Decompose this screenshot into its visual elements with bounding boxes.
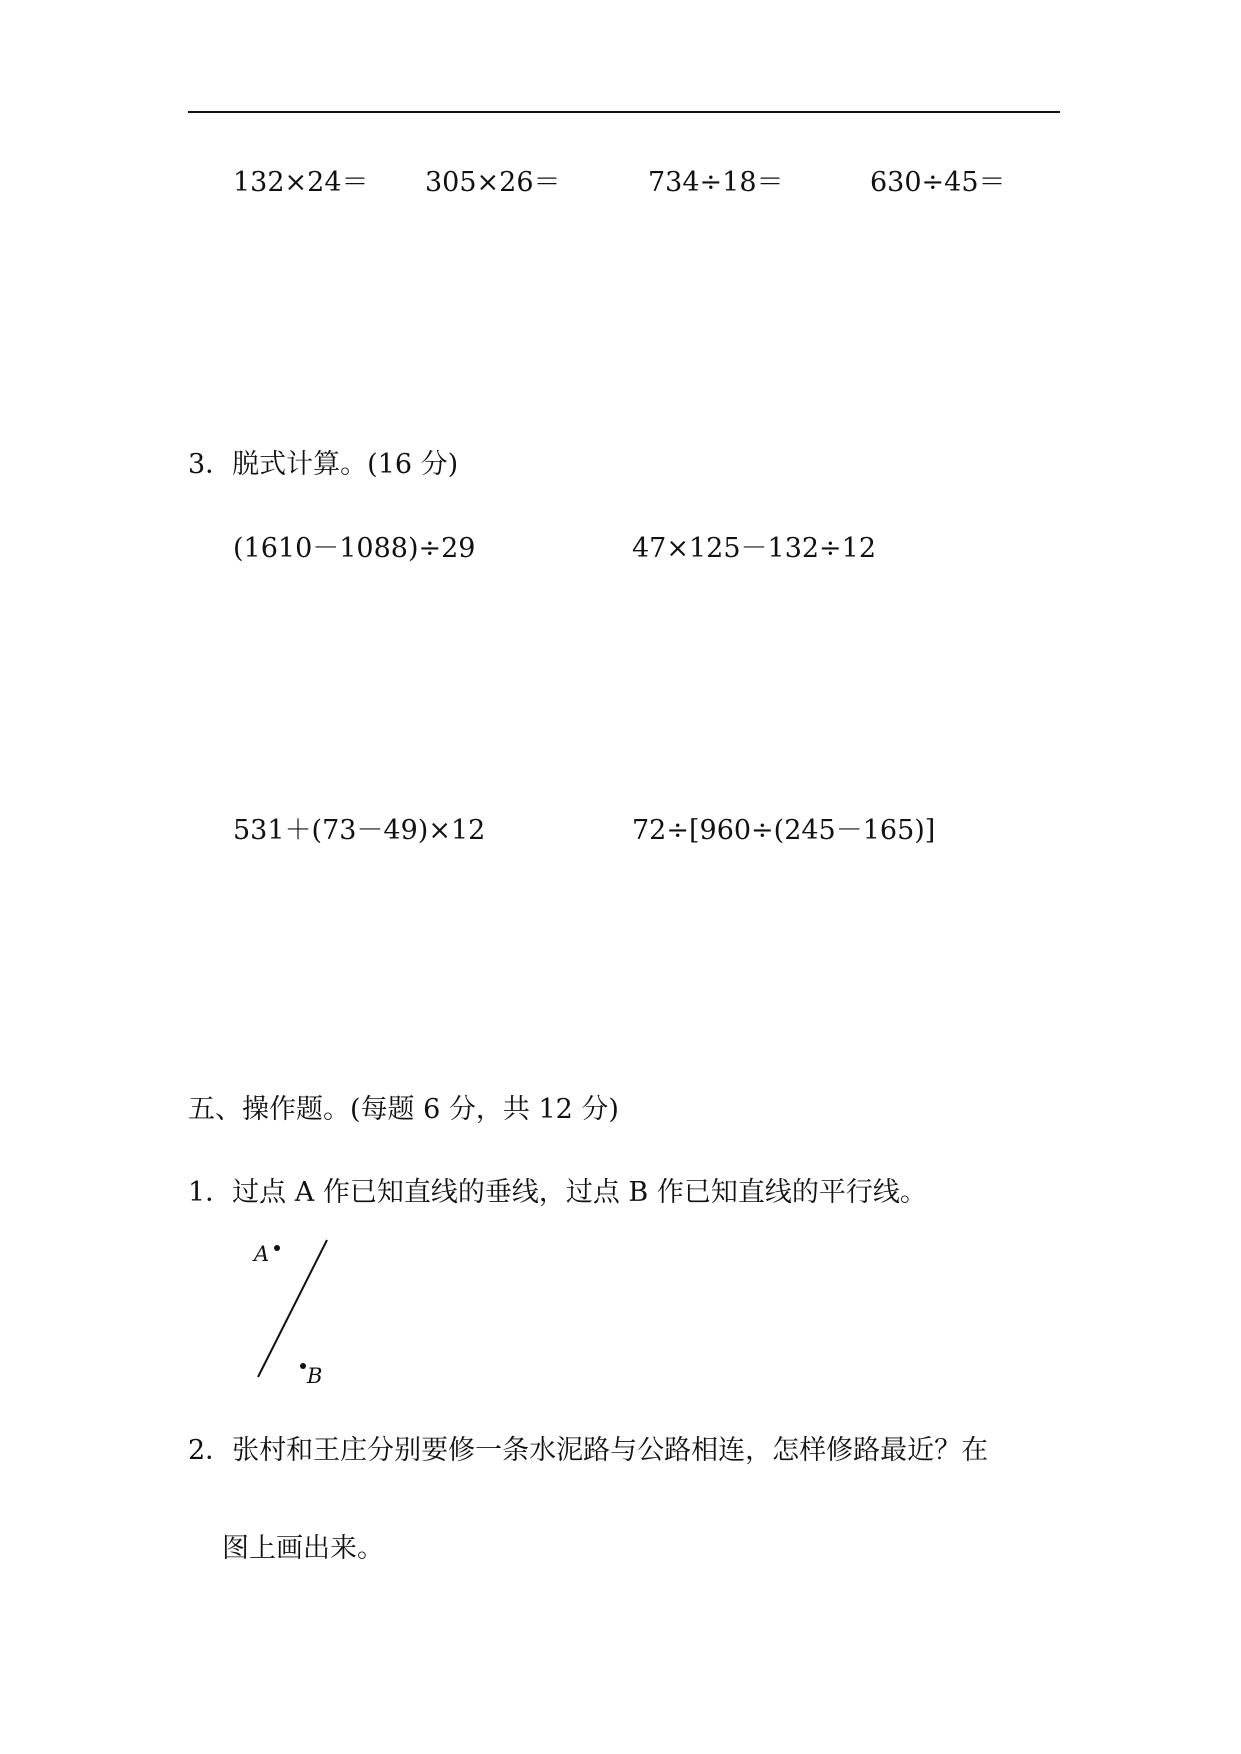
problem-3: 531＋(73－49)×12 (233, 815, 486, 846)
problem-4: 72÷[960÷(245－165)] (632, 815, 936, 846)
point-b-dot (300, 1363, 306, 1369)
problem-2: 47×125－132÷12 (632, 533, 877, 564)
question-1: 1．过点 A 作已知直线的垂线，过点 B 作已知直线的平行线。 (188, 1177, 927, 1208)
section3-title: 3．脱式计算。(16 分) (188, 449, 459, 480)
problem-1: (1610－1088)÷29 (233, 533, 476, 564)
calc-item-2: 305×26＝ (425, 167, 561, 198)
point-a-dot (274, 1245, 280, 1251)
section5-title: 五、操作题。(每题 6 分，共 12 分) (188, 1094, 619, 1125)
calc-item-3: 734÷18＝ (648, 167, 784, 198)
top-rule (188, 111, 1060, 113)
calc-item-4: 630÷45＝ (870, 167, 1006, 198)
question-2-line-2: 图上画出来。 (222, 1533, 384, 1564)
point-a-label: A (254, 1242, 270, 1266)
question-2-line-1: 2．张村和王庄分别要修一条水泥路与公路相连，怎样修路最近？在 (188, 1435, 989, 1466)
point-b-label: B (307, 1364, 323, 1388)
calc-item-1: 132×24＝ (233, 167, 369, 198)
perpendicular-parallel-figure (245, 1235, 365, 1395)
